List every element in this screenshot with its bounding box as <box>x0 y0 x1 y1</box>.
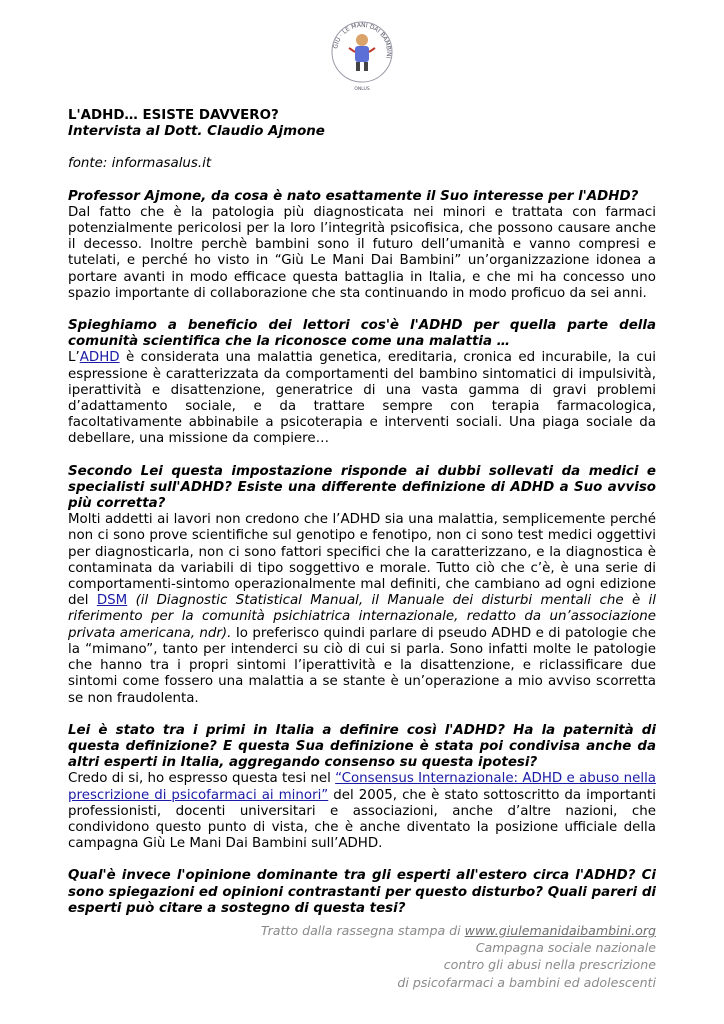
question-2: Spieghiamo a beneficio dei lettori cos'è l'ADHD per quella parte della comunità scientifica che la riconosce come una malattia … <box>68 318 656 350</box>
question-1: Professor Ajmone, da cosa è nato esattamente il Suo interesse per l'ADHD? <box>68 188 639 204</box>
adhd-link[interactable]: ADHD <box>79 350 120 366</box>
organization-logo <box>329 12 395 92</box>
logo-tagline: ONLUS <box>354 87 370 92</box>
answer-3: Molti addetti ai lavori non credono che l’ADHD sia una malattia, semplicemente perché non ci sono prove scientifiche sul genotipo e fenotipo, non ci sono test medici oggettivi per diagnosticarla, non ci sono fattori specifici che la caratterizzano, e la diagnostica è contaminata da variabili di tipo soggettivo e morale. Tutto ciò che c’è, è una serie di comportamenti-sintomo operazionalmente mal definiti, che cambiano ad ogni edizione del DSM (il Diagnostic Statistical Manual, il Manuale dei disturbi mentali che è il riferimento per la comunità psichiatrica internazionale, redatto da un’associazione privata americana, ndr). Io preferisco quindi parlare di pseudo ADHD e di patologie che la “mimano”, tanto per intenderci su ciò di cui si parla. Sono infatti molte le patologie che hanno tra i propri sintomi l’iperattività e la disattenzione, e riclassificare due sintomi come fossero una malattia a se stante è un’operazione a mio avviso scorretta se non fraudolenta. <box>68 512 657 706</box>
footer-source-line: Tratto dalla rassegna stampa di www.giulemanidaibambini.org <box>260 923 656 938</box>
consensus-link[interactable]: “Consensus Internazionale: ADHD e abuso nella prescrizione di psicofarmaci ai minori” <box>68 771 657 803</box>
website-link[interactable]: www.giulemanidaibambini.org <box>464 923 656 938</box>
footer <box>196 922 656 991</box>
question-5: Qual'è invece l'opinione dominante tra gli esperti all'estero circa l'ADHD? Ci sono spiegazioni ed opinioni contrastanti per questo disturbo? Quali pareri di esperti può citare a sostegno di questa tesi? <box>68 868 656 916</box>
footer-campaign-line: Campagna sociale nazionale <box>475 940 656 956</box>
article-subtitle: Intervista al Dott. Claudio Ajmone <box>68 124 325 140</box>
logo-ring-text: GIÙ · LE MANI DAI BAMBINI <box>332 21 393 60</box>
answer-1: Dal fatto che è la patologia più diagnosticata nei minori e trattata con farmaci potenzialmente pericolosi per la loro l’integrità psicofisica, che possono causare anche il decesso. Inoltre perchè bambini sono il futuro dell’umanità e vanno compresi e tutelati, e perché ho visto in “Giù Le Mani Dai Bambini” un’organizzazione idonea a portare avanti in modo efficace questa battaglia in Italia, e che mi ha concesso uno spazio importante di collaborazione che sta continuando in modo proficuo da sei anni. <box>68 204 656 301</box>
article-title: L'ADHD… ESISTE DAVVERO? <box>68 108 279 123</box>
question-4: Lei è stato tra i primi in Italia a definire così l'ADHD? Ha la paternità di questa definizione? E questa Sua definizione è stata poi condivisa anche da altri esperti in Italia, aggregando consenso su questa ipotesi? <box>68 722 656 771</box>
figure-head <box>356 34 368 46</box>
question-3: Secondo Lei questa impostazione risponde ai dubbi sollevati da medici e specialisti sull'ADHD? Esiste una differente definizione di ADHD a Suo avviso più corretta? <box>68 463 656 512</box>
answer-2: L’ADHD è considerata una malattia genetica, ereditaria, cronica ed incurabile, la cui espressione è caratterizzata da comportamenti del bambino sintomatici di impulsività, iperattività e disattenzione, generatrice di una vasta gamma di gravi problemi d’adattamento sociale, e da trattare sempre con terapia farmacologica, facoltativamente abbinabile a psicoterapia e interventi sociali. Una piaga sociale da debellare, una missione da compiere… <box>68 350 656 447</box>
article-source: fonte: informasalus.it <box>68 156 212 172</box>
answer-4: Credo di si, ho espresso questa tesi nel “Consensus Internazionale: ADHD e abuso nella prescrizione di psicofarmaci ai minori” del 2005, che è stato sottoscritto da importanti professionisti, docenti universitari e associazioni, anche d’altre nazioni, che condividono questo punto di vista, che è anche diventato la posizione ufficiale della campagna Giù Le Mani Dai Bambini sull’ADHD. <box>68 771 657 852</box>
dsm-link[interactable]: DSM <box>96 593 128 609</box>
footer-abuse-line: contro gli abusi nella prescrizione <box>443 957 656 973</box>
figure-body <box>355 46 369 62</box>
article <box>68 108 656 917</box>
footer-target-line: di psicofarmaci a bambini ed adolescenti <box>397 974 656 990</box>
